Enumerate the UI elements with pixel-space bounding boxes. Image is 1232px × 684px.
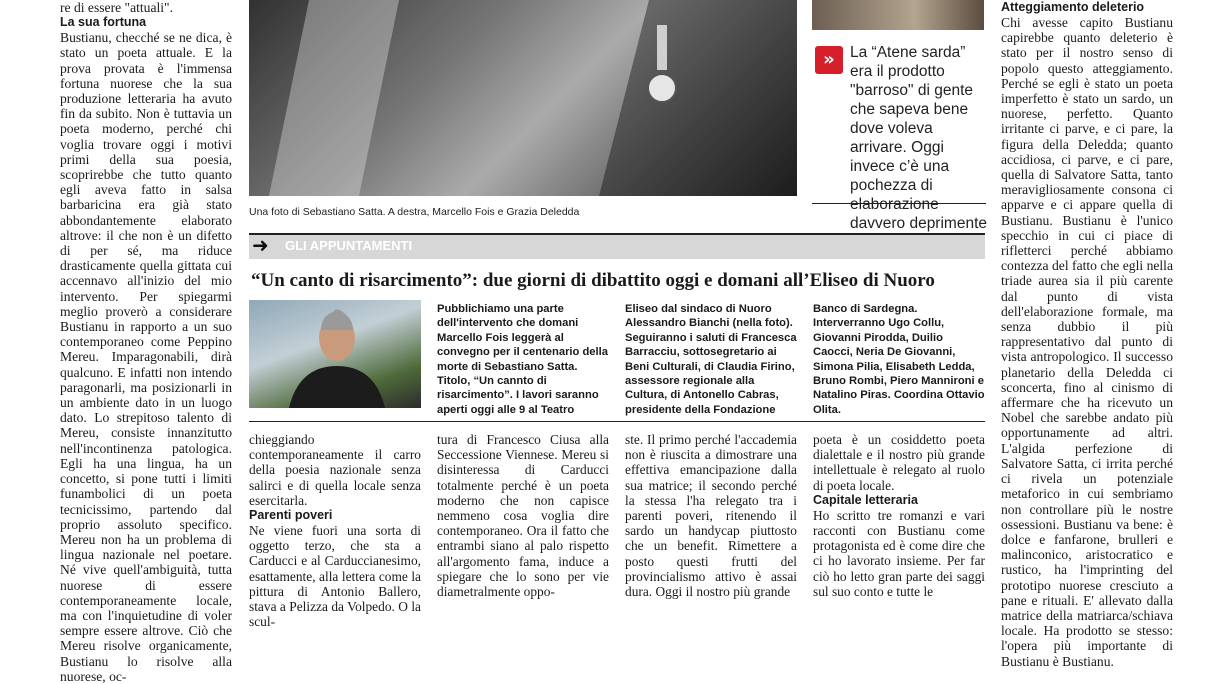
left-top-fragment: re di essere "attuali". bbox=[60, 0, 174, 15]
right-article-column bbox=[1001, 0, 1173, 669]
bottom-col-4 bbox=[813, 432, 985, 600]
event-text-2: Eliseo dal sindaco di Nuoro Alessandro Bianchi (nella foto). Seguiranno i saluti di Francesca Barracciu, sottosegretario ai Beni Culturali, di Claudia Firino, assessore regionale alla Cultura, di Antonello Cabras, presidente della Fondazione bbox=[625, 303, 797, 416]
bottom-col-4-part1: poeta è un cosiddetto poeta dialettale e il nostro più grande intellettuale è relegato al ruolo di poeta locale. bbox=[813, 432, 985, 493]
event-text-3: Banco di Sardegna. Interverranno Ugo Collu, Giovanni Pirodda, Duilio Caocci, Neria De Giovanni, Simona Pilia, Elisabeth Ledda, Bruno Rombi, Piero Mannironi e Natalino Piras. Coordina Ottavio Olita. bbox=[813, 303, 985, 416]
event-headline: “Un canto di risarcimento”: due giorni di dibattito oggi e domani all’Eliseo di Nuoro bbox=[251, 270, 935, 291]
pull-quote: La “Atene sarda” era il prodotto "barroso" di gente che sapeva bene dove voleva arrivare. Oggi invece c’è una pochezza di elaborazione davvero deprimente bbox=[850, 44, 987, 232]
parenti-poveri-subhead: Parenti poveri bbox=[249, 508, 333, 523]
photo-medal-icon bbox=[249, 0, 797, 196]
bottom-col-3 bbox=[625, 432, 797, 600]
right-body: Chi avesse capito Bustianu capirebbe quanto deleterio è stato per il nostro senso di popolo questo atteggiamento. Perché se egli è stato un poeta imperfetto è stato un sardo, un nuorese, perfetto. Quanto irritante ci parve, e ci pare, la figura della Deledda; quanto accidiosa, ci parve, e ci pare, quella di Salvatore Satta, tanto meravigliosamente consona ci apparve e ci appare quella di Bustianu. Bustianu è l'unico specchio in cui ci piace di rifletterci perché abbiamo contezza del fatto che egli nella triade aurea sia il più carente dal punto di vista dell'elaborazione formale, ma senza dubbio il più rappresentativo dal punto di vista antropologico. Il successo planetario della Deledda ci sconcerta, fino al cinismo di affermare che ha ricevuto un Nobel che sarebbe andato più opportunamente ad altri. L'algida perfezione di Salvatore Satta, ci irrita perché ci rivela un potenziale metaforico in cui sembriamo non controllare più le nostre ossessioni. Bustianu va bene: è dolce e fanfarone, brulleri e malinconico, aristocratico e rustico, ha l'imprinting del prototipo nuorese cresciuto a pane e rituali. E' allevato dalla matrice della matriarca/schiava locale. Ha prodotto se stesso: l'opera più importante di Bustianu è Bustianu. bbox=[1001, 15, 1173, 669]
deledda-photo bbox=[812, 0, 984, 30]
bottom-col-1 bbox=[249, 432, 421, 630]
event-text-col-3 bbox=[813, 302, 985, 417]
event-text-col-2 bbox=[625, 302, 797, 417]
event-text-1: Pubblichiamo una parte dell'intervento che domani Marcello Fois leggerà al convegno per il centenario della morte di Sebastiano Satta. Titolo, “Un cannto di risarcimento”. I lavori saranno aperti oggi alle 9 al Teatro bbox=[437, 303, 608, 416]
photo-caption: Una foto di Sebastiano Satta. A destra, Marcello Fois e Grazia Deledda bbox=[249, 206, 580, 218]
left-body: Bustianu, checché se ne dica, è stato un poeta attuale. E la prova provata è l'immensa fortuna nuorese che la sua produzione letteraria ha avuto fin da subito. Non è tuttavia un poeta moderno, perché chi voglia trovare oggi i motivi primi della sua poesia, scoprirebbe che tutto quanto egli aveva fatto in salsa barbaricina era già stato abbondantemente elaborato altrove: il che non è un difetto di per sé, ma riduce drasticamente quella gittata cui accennavo all'inizio del mio intervento. Per spiegarmi meglio proverò a considerare Bustianu in rapporto a un suo contemporaneo come Peppino Mereu. Imparagonabili, dirà qualcuno. E infatti non intendo paragonarli, ma posizionarli in un ambiente dato in un luogo dato. Lo strepitoso talento di Mereu, consiste innanzitutto nell'incontinenza patologica. Egli ha una lingua, ha un concetto, si pone tutti i limiti funambolici di un poeta tecnicissimo, partendo dal proprio assoluto specifico. Mereu non ha un problema di lingua nazionale nel poetare. Né vive quell'ambiguità, tutta nuorese di essere contemporaneamente locale, ma con l'inquietudine di voler sempre essere altrove. Ciò che Mereu risolve organicamente, Bustianu lo risolve alla nuorese, oc- bbox=[60, 30, 232, 684]
bottom-col-2-text: tura di Francesco Ciusa alla Seccessione Viennese. Mereu si disinteressa di Carducci totalmente perché è un poeta moderno che non capisce nemmeno cosa voglia dire contemporaneo. Ora il fatto che entrambi siano al palo rispetto all'argomento fama, induce a spiegare che lo sono per vie diametralmente oppo- bbox=[437, 432, 609, 600]
bottom-col-1-part1: chieggiando contemporaneamente il carro della poesia nazionale senza salirci e di quella locale senza esercitarla. bbox=[249, 432, 421, 508]
bottom-col-2 bbox=[437, 432, 609, 600]
events-band-label: GLI APPUNTAMENTI bbox=[285, 238, 413, 253]
left-article-column bbox=[60, 0, 232, 684]
event-text-col-1 bbox=[437, 302, 609, 417]
satta-photo bbox=[249, 0, 797, 196]
bottom-col-3-text: ste. Il primo perché l'accademia non è riuscita a dimostrare una effettiva emancipazione dalla sua matrice; il secondo perché la stessa l'ha relegato tra i parenti poveri, ritenendo il sardo un handycap piuttosto che un benefit. Rimettere a posto questi frutti del provincialismo attivo è assai dura. Oggi il nostro più grande bbox=[625, 432, 797, 600]
left-subhead: La sua fortuna bbox=[60, 15, 147, 30]
events-bottom-rule bbox=[249, 421, 985, 422]
portrait-figure-icon bbox=[249, 300, 421, 408]
arrow-right-icon: ➜ bbox=[252, 233, 269, 257]
bottom-col-4-part2: Ho scritto tre romanzi e vari racconti con Bustianu come protagonista ed è come dire che ci ho lavorato insieme. Per far ciò ho letto gran parte dei saggi sul suo conto e tutte le bbox=[813, 507, 985, 599]
right-subhead: Atteggiamento deleterio bbox=[1001, 0, 1145, 14]
capitale-letteraria-subhead: Capitale letteraria bbox=[813, 492, 918, 507]
double-chevron-icon: » bbox=[815, 46, 843, 74]
bottom-col-1-part2: Ne viene fuori una sorta di oggetto terzo, che sta a Carducci e al Carduccianesimo, esattamente, alla lettera come la pittura di Antonio Ballero, stava a Pelizza da Volpedo. O la scul- bbox=[249, 523, 421, 630]
pullquote-divider bbox=[812, 203, 986, 204]
bianchi-portrait bbox=[249, 300, 421, 408]
